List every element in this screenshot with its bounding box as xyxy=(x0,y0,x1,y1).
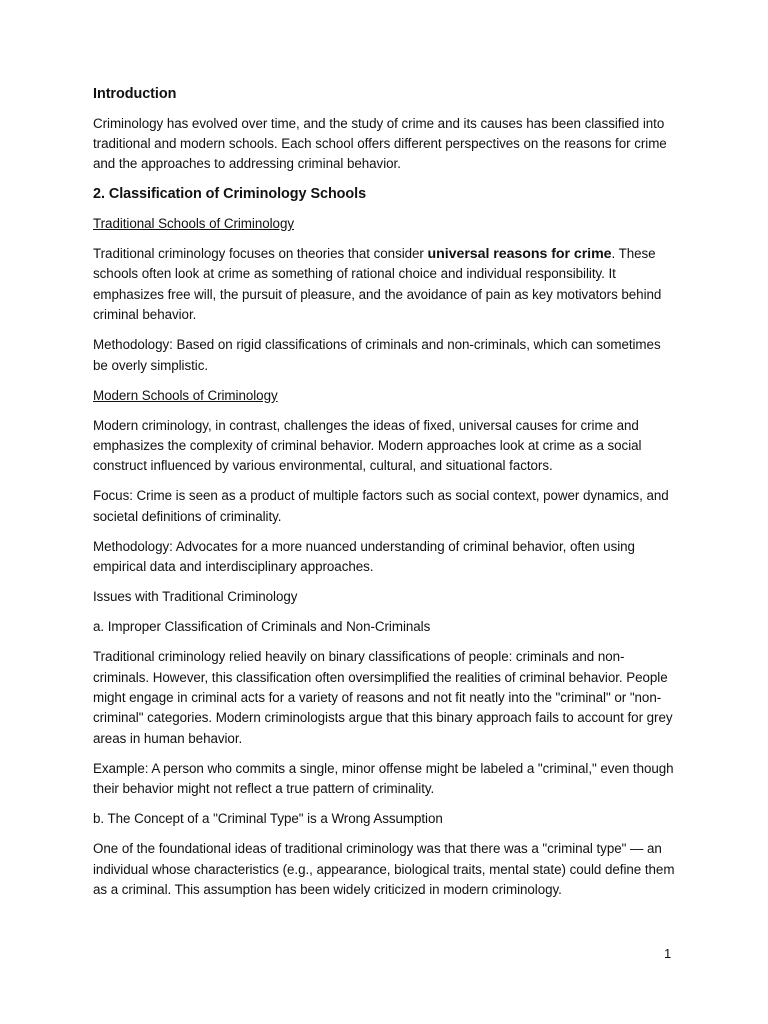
intro-paragraph: Criminology has evolved over time, and the study of crime and its causes has been classified into traditional and modern schools. Each school offers different perspectives on the reasons for crime and the approaches to addressing criminal behavior. xyxy=(93,115,667,172)
modern-methodology: Methodology: Advocates for a more nuanced understanding of criminal behavior, often using empirical data and interdisciplinary approaches. xyxy=(93,538,635,575)
issue-a-heading: a. Improper Classification of Criminals and Non-Criminals xyxy=(93,619,431,635)
modern-focus: Focus: Crime is seen as a product of multiple factors such as social context, power dynamics, and societal definitions of criminality. xyxy=(93,488,669,524)
modern-heading-text: Modern Schools of Criminology xyxy=(93,387,278,403)
page-number: 1 xyxy=(664,946,672,961)
traditional-heading-text: Traditional Schools of Criminology xyxy=(93,216,294,231)
issue-a-paragraph: Traditional criminology relied heavily on binary classifications of people: criminals and non-criminals. However, this classification often oversimplified the realities of criminal behavior. People might engage in criminal acts for a variety of reasons and not fit neatly into the "criminal" or "non-criminal" categories. Modern criminologists argue that this binary approach fails to account for grey areas in human behavior. xyxy=(93,649,673,746)
issue-b-paragraph: One of the foundational ideas of traditional criminology was that there was a "criminal type" — an individual whose characteristics (e.g., appearance, biological traits, mental state) could define them as a criminal. This assumption has been widely criticized in modern criminology. xyxy=(93,841,675,898)
issue-a-example: Example: A person who commits a single, minor offense might be labeled a "criminal," even though their behavior might not reflect a true pattern of criminality. xyxy=(93,760,674,797)
traditional-emphasis: universal reasons for crime xyxy=(427,246,612,262)
modern-heading xyxy=(93,386,678,406)
issue-b-heading: b. The Concept of a "Criminal Type" is a Wrong Assumption xyxy=(93,811,443,827)
modern-paragraph: Modern criminology, in contrast, challenges the ideas of fixed, universal causes for crime and emphasizes the complexity of criminal behavior. Modern approaches look at crime as a social construct influenced by various environmental, cultural, and situational factors. xyxy=(93,417,642,474)
issues-heading: Issues with Traditional Criminology xyxy=(93,589,298,605)
traditional-heading xyxy=(93,214,678,234)
document-page xyxy=(93,84,678,910)
traditional-text-before: Traditional criminology focuses on theories that consider xyxy=(93,246,428,261)
section-heading: 2. Classification of Criminology Schools xyxy=(93,186,367,203)
traditional-paragraph xyxy=(93,244,678,326)
intro-heading: Introduction xyxy=(93,86,177,102)
traditional-text-after: . These schools often look at crime as something of rational choice and individual responsibility. It emphasizes free will, the pursuit of pleasure, and the avoidance of pain as key motivators behind criminal behavior. xyxy=(93,246,662,323)
traditional-methodology: Methodology: Based on rigid classifications of criminals and non-criminals, which can sometimes be overly simplistic. xyxy=(93,337,661,373)
